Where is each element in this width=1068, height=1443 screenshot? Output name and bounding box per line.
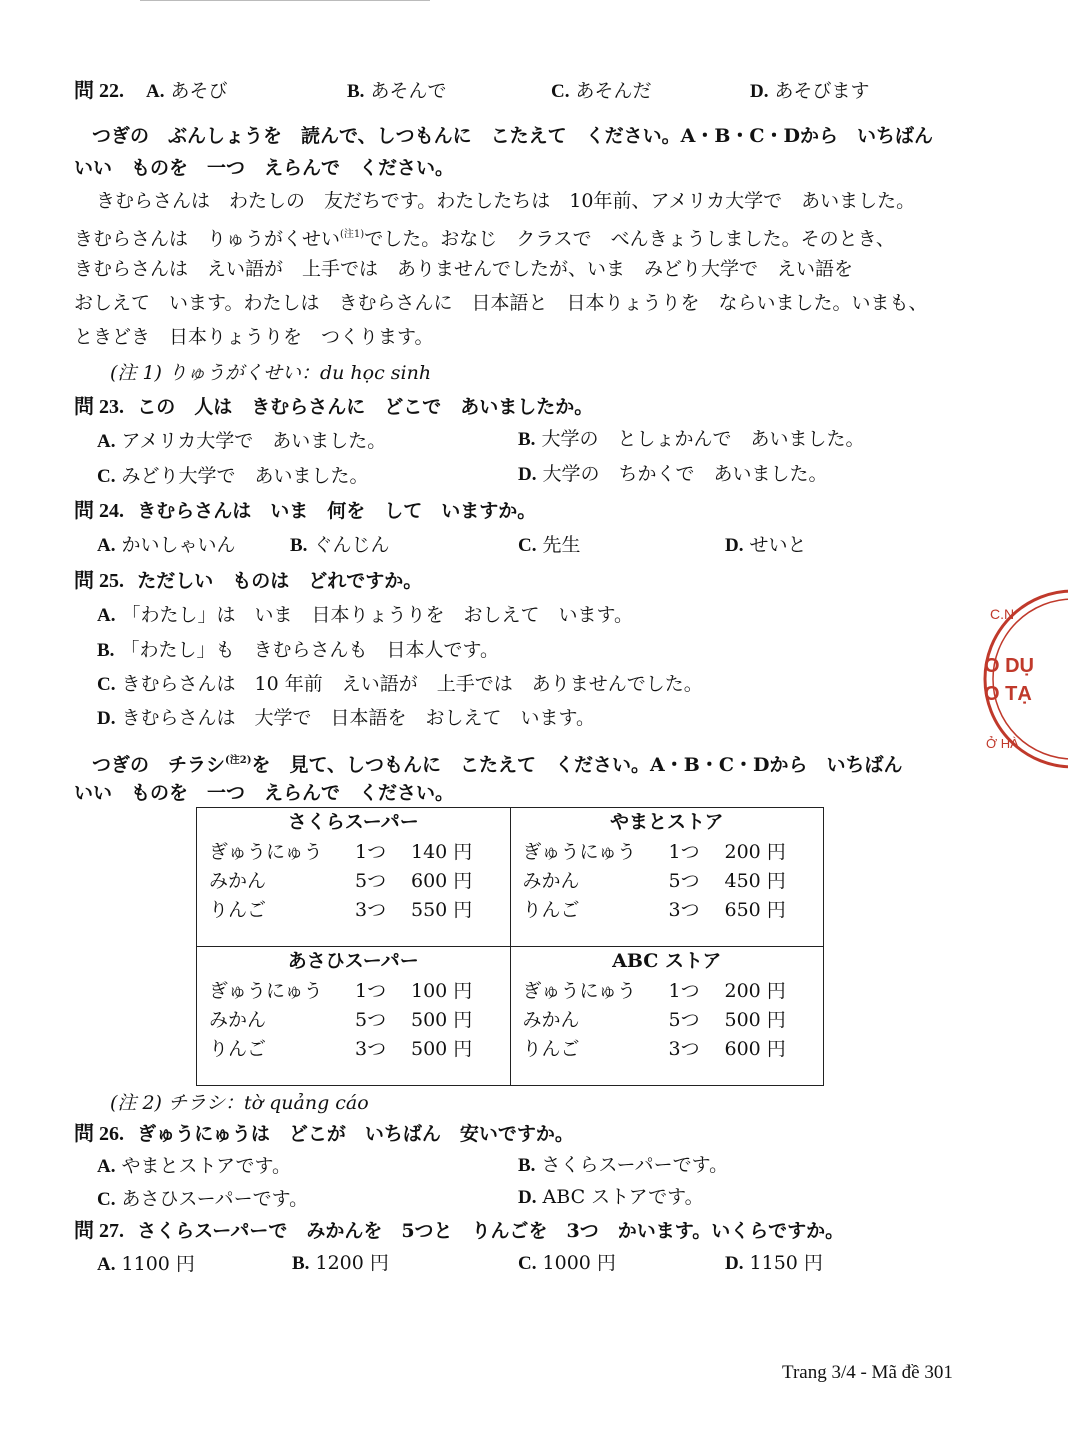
q26-option-a: A. やまとストアです。 [97, 1155, 292, 1177]
item-qty: 5つ [355, 870, 387, 892]
item-name: りんご [209, 1038, 267, 1060]
official-stamp [978, 584, 1068, 774]
store-name: ABC ストア [612, 950, 722, 972]
item-name: ぎゅうにゅう [209, 841, 323, 863]
stamp-text-4: Ở HÀ [986, 736, 1019, 751]
q23-option-a: A. アメリカ大学で あいました。 [97, 430, 387, 452]
item-qty: 3つ [668, 899, 700, 921]
question-24: 問 24. きむらさんは いま 何を して いますか。 [74, 500, 537, 522]
q23-option-c: C. みどり大学で あいました。 [97, 465, 369, 487]
store-cell [197, 808, 511, 947]
question-26: 問 26. ぎゅうにゅうは どこが いちばん 安いですか。 [74, 1123, 574, 1145]
item-qty: 3つ [355, 1038, 387, 1060]
page-footer: Trang 3/4 - Mã đề 301 [782, 1362, 953, 1383]
item-name: りんご [522, 899, 580, 921]
item-qty: 5つ [668, 1009, 700, 1031]
footnote-1: (注 1) りゅうがくせい：du học sinh [110, 362, 432, 384]
store-cell [197, 947, 511, 1086]
item-price: 100 円 [411, 980, 473, 1002]
q27-option-d: D. 1150 円 [725, 1252, 823, 1274]
item-price: 450 円 [724, 870, 786, 892]
stamp-text-1: C.N [990, 606, 1015, 622]
item-price: 550 円 [411, 899, 473, 921]
note-marker-2: (注2) [225, 755, 252, 766]
q25-option-d: D. きむらさんは 大学で 日本語を おしえて います。 [97, 707, 596, 729]
item-price: 600 円 [724, 1038, 786, 1060]
passage-line-2: きむらさんは りゅうがくせい$^{(注1)}$でした。おなじ クラスで べんきょうしました。そのとき、 [74, 228, 895, 250]
item-qty: 1つ [668, 980, 700, 1002]
item-price: 650 円 [724, 899, 786, 921]
item-price: 200 円 [724, 980, 786, 1002]
item-name: みかん [522, 1009, 580, 1031]
store-name: さくらスーパー [287, 811, 419, 833]
q25-option-c: C. きむらさんは 10 年前 えい語が 上手では ありませんでした。 [97, 673, 703, 695]
q26-option-d: D. ABC ストアです。 [518, 1186, 704, 1208]
item-price: 500 円 [411, 1038, 473, 1060]
store-cell [510, 808, 824, 947]
passage-line-3: きむらさんは えい語が 上手では ありませんでしたが、いま みどり大学で えい語を [74, 258, 854, 280]
item-name: ぎゅうにゅう [522, 980, 637, 1002]
question-25: 問 25. ただしい ものは どれですか。 [74, 570, 423, 592]
reading1-instruction-line1: つぎの ぶんしょうを 読んで、しつもんに こたえて ください。A・B・C・Dから いちばん [92, 125, 934, 147]
q22-option-a: A. あそび [146, 80, 228, 102]
q27-option-c: C. 1000 円 [518, 1252, 616, 1274]
q27-option-b: B. 1200 円 [292, 1252, 389, 1274]
question-22-number: 問 22. [74, 80, 124, 102]
note-marker-1: (注1) [340, 229, 365, 240]
q24-option-d: D. せいと [725, 534, 807, 556]
reading1-instruction-line2: いい ものを 一つ えらんで ください。 [74, 157, 455, 179]
item-name: りんご [209, 899, 267, 921]
item-qty: 3つ [668, 1038, 700, 1060]
item-name: みかん [522, 870, 580, 892]
item-qty: 1つ [355, 841, 387, 863]
item-price: 140 円 [411, 841, 473, 863]
store-name: あさひスーパー [287, 950, 419, 972]
passage-line-5: ときどき 日本りょうりを つくります。 [74, 326, 434, 348]
item-qty: 1つ [355, 980, 387, 1002]
stamp-text-3: O TẠ [984, 683, 1032, 705]
footnote-2: (注 2) チラシ：tờ quảng cáo [110, 1092, 369, 1114]
item-name: みかん [209, 1009, 267, 1031]
q23-option-d: D. 大学の ちかくで あいました。 [518, 463, 828, 485]
item-price: 500 円 [724, 1009, 786, 1031]
q24-option-c: C. 先生 [518, 534, 581, 556]
reading2-instruction-line2: いい ものを 一つ えらんで ください。 [74, 782, 455, 804]
item-qty: 1つ [668, 841, 700, 863]
question-27: 問 27. さくらスーパーで みかんを 5つと りんごを 3つ かいます。いくらですか。 [74, 1220, 845, 1242]
stamp-text-2: O DỤ [984, 655, 1034, 677]
scan-edge-line [140, 0, 430, 1]
question-23: 問 23. この 人は きむらさんに どこで あいましたか。 [74, 396, 594, 418]
item-name: ぎゅうにゅう [209, 980, 323, 1002]
item-name: ぎゅうにゅう [522, 841, 637, 863]
item-name: りんご [522, 1038, 580, 1060]
passage-line-4: おしえて います。わたしは きむらさんに 日本語と 日本りょうりを ならいました。いまも、 [74, 292, 928, 314]
q22-option-b: B. あそんで [347, 80, 447, 102]
passage-line-1: きむらさんは わたしの 友だちです。わたしたちは 10年前、アメリカ大学で あいました。 [96, 190, 916, 212]
store-name: やまとストア [610, 811, 724, 833]
q25-option-a: A. 「わたし」は いま 日本りょうりを おしえて います。 [97, 604, 634, 626]
q24-option-b: B. ぐんじん [290, 534, 390, 556]
q27-option-a: A. 1100 円 [97, 1253, 195, 1275]
q23-option-b: B. 大学の としょかんで あいました。 [518, 428, 865, 450]
item-price: 200 円 [724, 841, 786, 863]
item-name: みかん [209, 870, 267, 892]
item-price: 600 円 [411, 870, 473, 892]
item-qty: 5つ [355, 1009, 387, 1031]
q22-option-c: C. あそんだ [551, 80, 652, 102]
reading2-instruction-line1: つぎの チラシ$^{(注2)}$を 見て、しつもんに こたえて ください。A・B・C・Dから いちばん [92, 754, 903, 776]
q24-option-a: A. かいしゃいん [97, 534, 236, 556]
q26-option-c: C. あさひスーパーです。 [97, 1188, 309, 1210]
q22-option-d: D. あそびます [750, 80, 870, 102]
store-cell [510, 947, 824, 1086]
item-qty: 3つ [355, 899, 387, 921]
q25-option-b: B. 「わたし」も きむらさんも 日本人です。 [97, 639, 499, 661]
flyer-table [196, 807, 824, 1086]
item-price: 500 円 [411, 1009, 473, 1031]
item-qty: 5つ [668, 870, 700, 892]
q26-option-b: B. さくらスーパーです。 [518, 1154, 729, 1176]
